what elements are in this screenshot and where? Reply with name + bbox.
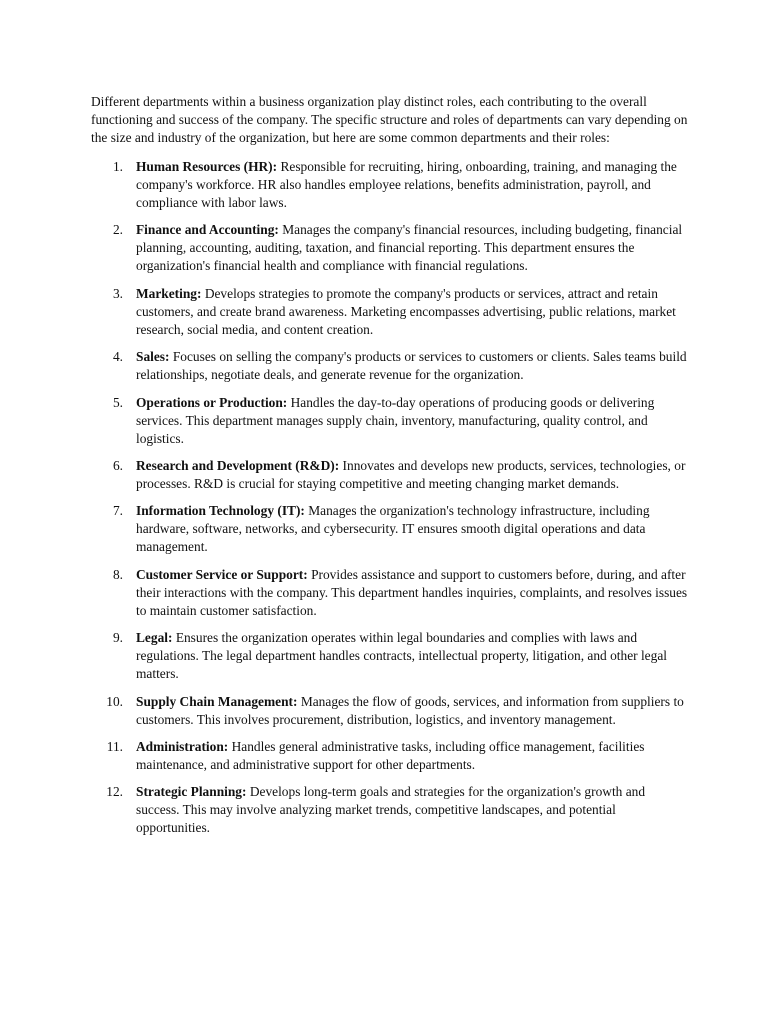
list-item-number: 11. <box>106 738 123 754</box>
department-name: Strategic Planning: <box>136 784 247 800</box>
list-item <box>91 348 688 384</box>
list-item <box>91 738 688 774</box>
list-item <box>91 158 688 212</box>
list-item-number: 5. <box>112 394 123 410</box>
department-description: Focuses on selling the company's products or services to customers or clients. Sales teams build relationships, negotiate deals, and generate revenue for the organization. <box>136 349 687 383</box>
department-description: Develops strategies to promote the company's products or services, attract and retain customers, and create brand awareness. Marketing encompasses advertising, public relations, market research, social media, and content creation. <box>136 285 676 337</box>
list-item <box>91 457 688 493</box>
list-item <box>91 693 688 729</box>
list-item-number: 12. <box>106 784 123 800</box>
department-name: Supply Chain Management: <box>136 693 298 709</box>
department-name: Customer Service or Support: <box>136 566 308 582</box>
departments-list <box>91 158 688 837</box>
department-name: Operations or Production: <box>136 394 288 410</box>
department-name: Administration: <box>136 738 229 754</box>
list-item-number: 6. <box>112 457 123 473</box>
department-name: Legal: <box>136 630 173 646</box>
department-description: Handles the day-to-day operations of producing goods or delivering services. This department manages supply chain, inventory, manufacturing, quality control, and logistics. <box>136 394 655 446</box>
list-item-number: 2. <box>112 222 123 238</box>
list-item <box>91 629 688 683</box>
department-description: Ensures the organization operates within legal boundaries and complies with laws and regulations. The legal department handles contracts, intellectual property, litigation, and other legal matters. <box>136 630 667 682</box>
department-description: Responsible for recruiting, hiring, onboarding, training, and managing the company's workforce. HR also handles employee relations, benefits administration, payroll, and compliance with labor laws. <box>136 159 677 210</box>
list-item <box>91 221 688 275</box>
department-name: Sales: <box>136 349 170 365</box>
department-description: Manages the company's financial resources, including budgeting, financial planning, accounting, auditing, taxation, and financial reporting. This department ensures the organization's financial health and compliance with financial regulations. <box>136 222 683 274</box>
department-description: Provides assistance and support to customers before, during, and after their interactions with the company. This department handles inquiries, complaints, and resolves issues to maintain customer satisfaction. <box>136 566 688 618</box>
list-item <box>91 285 688 339</box>
department-description: Manages the flow of goods, services, and information from suppliers to customers. This involves procurement, distribution, logistics, and inventory management. <box>136 693 684 727</box>
department-description: Innovates and develops new products, services, technologies, or processes. R&D is crucial for staying competitive and meeting changing market demands. <box>136 457 686 491</box>
list-item <box>91 783 688 837</box>
department-name: Information Technology (IT): <box>136 503 305 519</box>
list-item <box>91 566 688 620</box>
list-item-number: 8. <box>112 566 123 582</box>
department-description: Handles general administrative tasks, including office management, facilities maintenance, and administrative support for other departments. <box>136 738 645 772</box>
list-item-number: 9. <box>112 630 123 646</box>
list-item-number: 10. <box>106 693 123 709</box>
department-name: Research and Development (R&D): <box>136 457 340 473</box>
list-item-number: 1. <box>112 159 123 174</box>
department-description: Develops long-term goals and strategies for the organization's growth and success. This may involve analyzing market trends, competitive landscapes, and potential opportunities. <box>136 784 646 836</box>
list-item <box>91 502 688 556</box>
department-name: Finance and Accounting: <box>136 222 279 238</box>
department-name: Human Resources (HR): <box>136 159 278 174</box>
list-item-number: 3. <box>112 285 123 301</box>
department-name: Marketing: <box>136 285 202 301</box>
list-item-number: 4. <box>112 349 123 365</box>
department-description: Manages the organization's technology infrastructure, including hardware, software, networks, and cybersecurity. IT ensures smooth digital operations and data management. <box>136 503 650 555</box>
list-item-number: 7. <box>112 503 123 519</box>
list-item <box>91 394 688 448</box>
intro-paragraph: Different departments within a business organization play distinct roles, each contributing to the overall functioning and success of the company. The specific structure and roles of departments can vary depending on the size and industry of the organization, but here are some common departments and their roles: <box>91 94 688 145</box>
